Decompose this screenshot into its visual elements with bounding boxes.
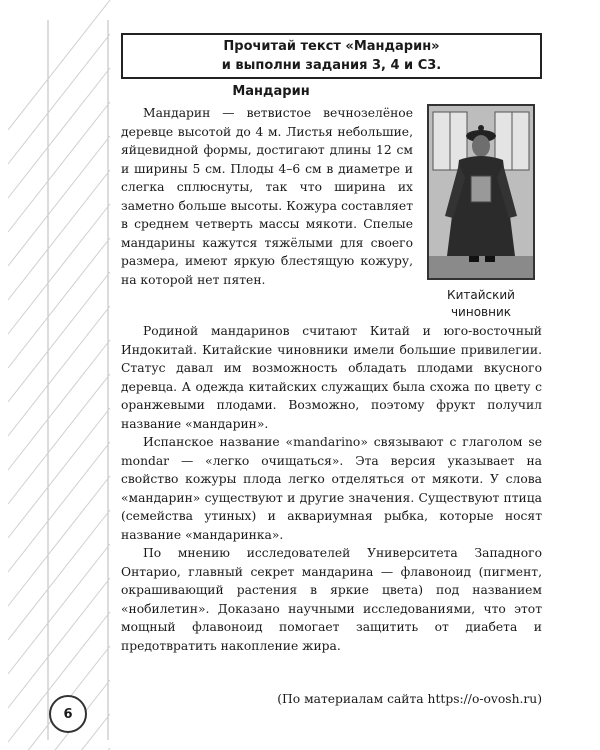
task-header-line1: Прочитай текст «Мандарин» [223, 39, 440, 54]
margin-diagonal-line [8, 408, 110, 538]
margin-diagonal-line [8, 170, 110, 300]
margin-diagonal-line [8, 374, 110, 504]
text-title: Мандарин [232, 84, 310, 99]
page-number: 6 [49, 695, 87, 733]
margin-diagonal-line [8, 102, 110, 232]
margin-diagonal-line [8, 34, 110, 164]
photo-caption [421, 287, 541, 321]
margin-diagonal-line [8, 204, 110, 334]
margin-diagonal-line [8, 442, 110, 572]
margin-diagonal-line [8, 544, 110, 674]
margin-diagonal-line [8, 136, 110, 266]
paragraph-4: По мнению исследователей Университета Западного Онтарио, главный секрет мандарина — флавоноид (пигмент, окрашивающий растения в яркие цвета) под названием «нобилетин». Доказано научными исследованиями, что этот мощный флавоноид помогает защитить от диабета и предотвратить накопление жира. [121, 546, 542, 653]
margin-diagonal-line [8, 0, 110, 130]
paragraph-3: Испанское название «mandarino» связывают с глаголом se mondar — «легко очищаться». Эта версия указывает на свойство кожуры плода легко отделяться от мякоти. У слова «мандарин» существуют и другие значения. Существуют птица (семейства утиных) и аквариумная рыбка, которые носят название «мандаринка». [121, 435, 542, 542]
main-text [121, 322, 542, 655]
margin-diagonal-line [8, 578, 110, 708]
margin-diagonal-line [8, 68, 110, 198]
paragraph-1: Мандарин — ветвистое вечнозелёное деревце высотой до 4 м. Листья небольшие, яйцевидной формы, достигают длины 12 см и ширины 5 см. Плоды 4–6 см в диаметре и слегка сплюснуты, так что ширина их заметно больше высоты. Кожура составляет в среднем четверть массы мякоти. Спелые мандарины кажутся тяжёлыми для своего размера, имеют яркую блестящую кожуру, на которой нет пятен. [121, 106, 413, 287]
margin-diagonal-line [8, 272, 110, 402]
margin-diagonal-line [8, 510, 110, 640]
source-citation: (По материалам сайта https://o-ovosh.ru) [277, 692, 542, 706]
margin-diagonal-line [8, 238, 110, 368]
task-header [121, 33, 542, 79]
margin-diagonal-line [8, 476, 110, 606]
paragraph-2: Родиной мандаринов считают Китай и юго-восточный Индокитай. Китайские чиновники имели большие привилегии. Статус давал им возможность обладать плодами вкусного деревца. А одежда китайских служащих была схожа по цвету с оранжевыми плодами. Возможно, поэтому фрукт получил название «мандарин». [121, 324, 542, 431]
paragraph-1-block [121, 104, 413, 289]
margin-lines [0, 0, 120, 750]
margin-diagonal-line [8, 306, 110, 436]
margin-diagonal-line [8, 340, 110, 470]
photo-caption-line1: Китайский [447, 288, 515, 302]
photo-caption-line2: чиновник [450, 305, 512, 319]
task-header-line2: и выполни задания 3, 4 и С3. [221, 58, 442, 73]
chinese-official-photo-icon [427, 104, 535, 280]
